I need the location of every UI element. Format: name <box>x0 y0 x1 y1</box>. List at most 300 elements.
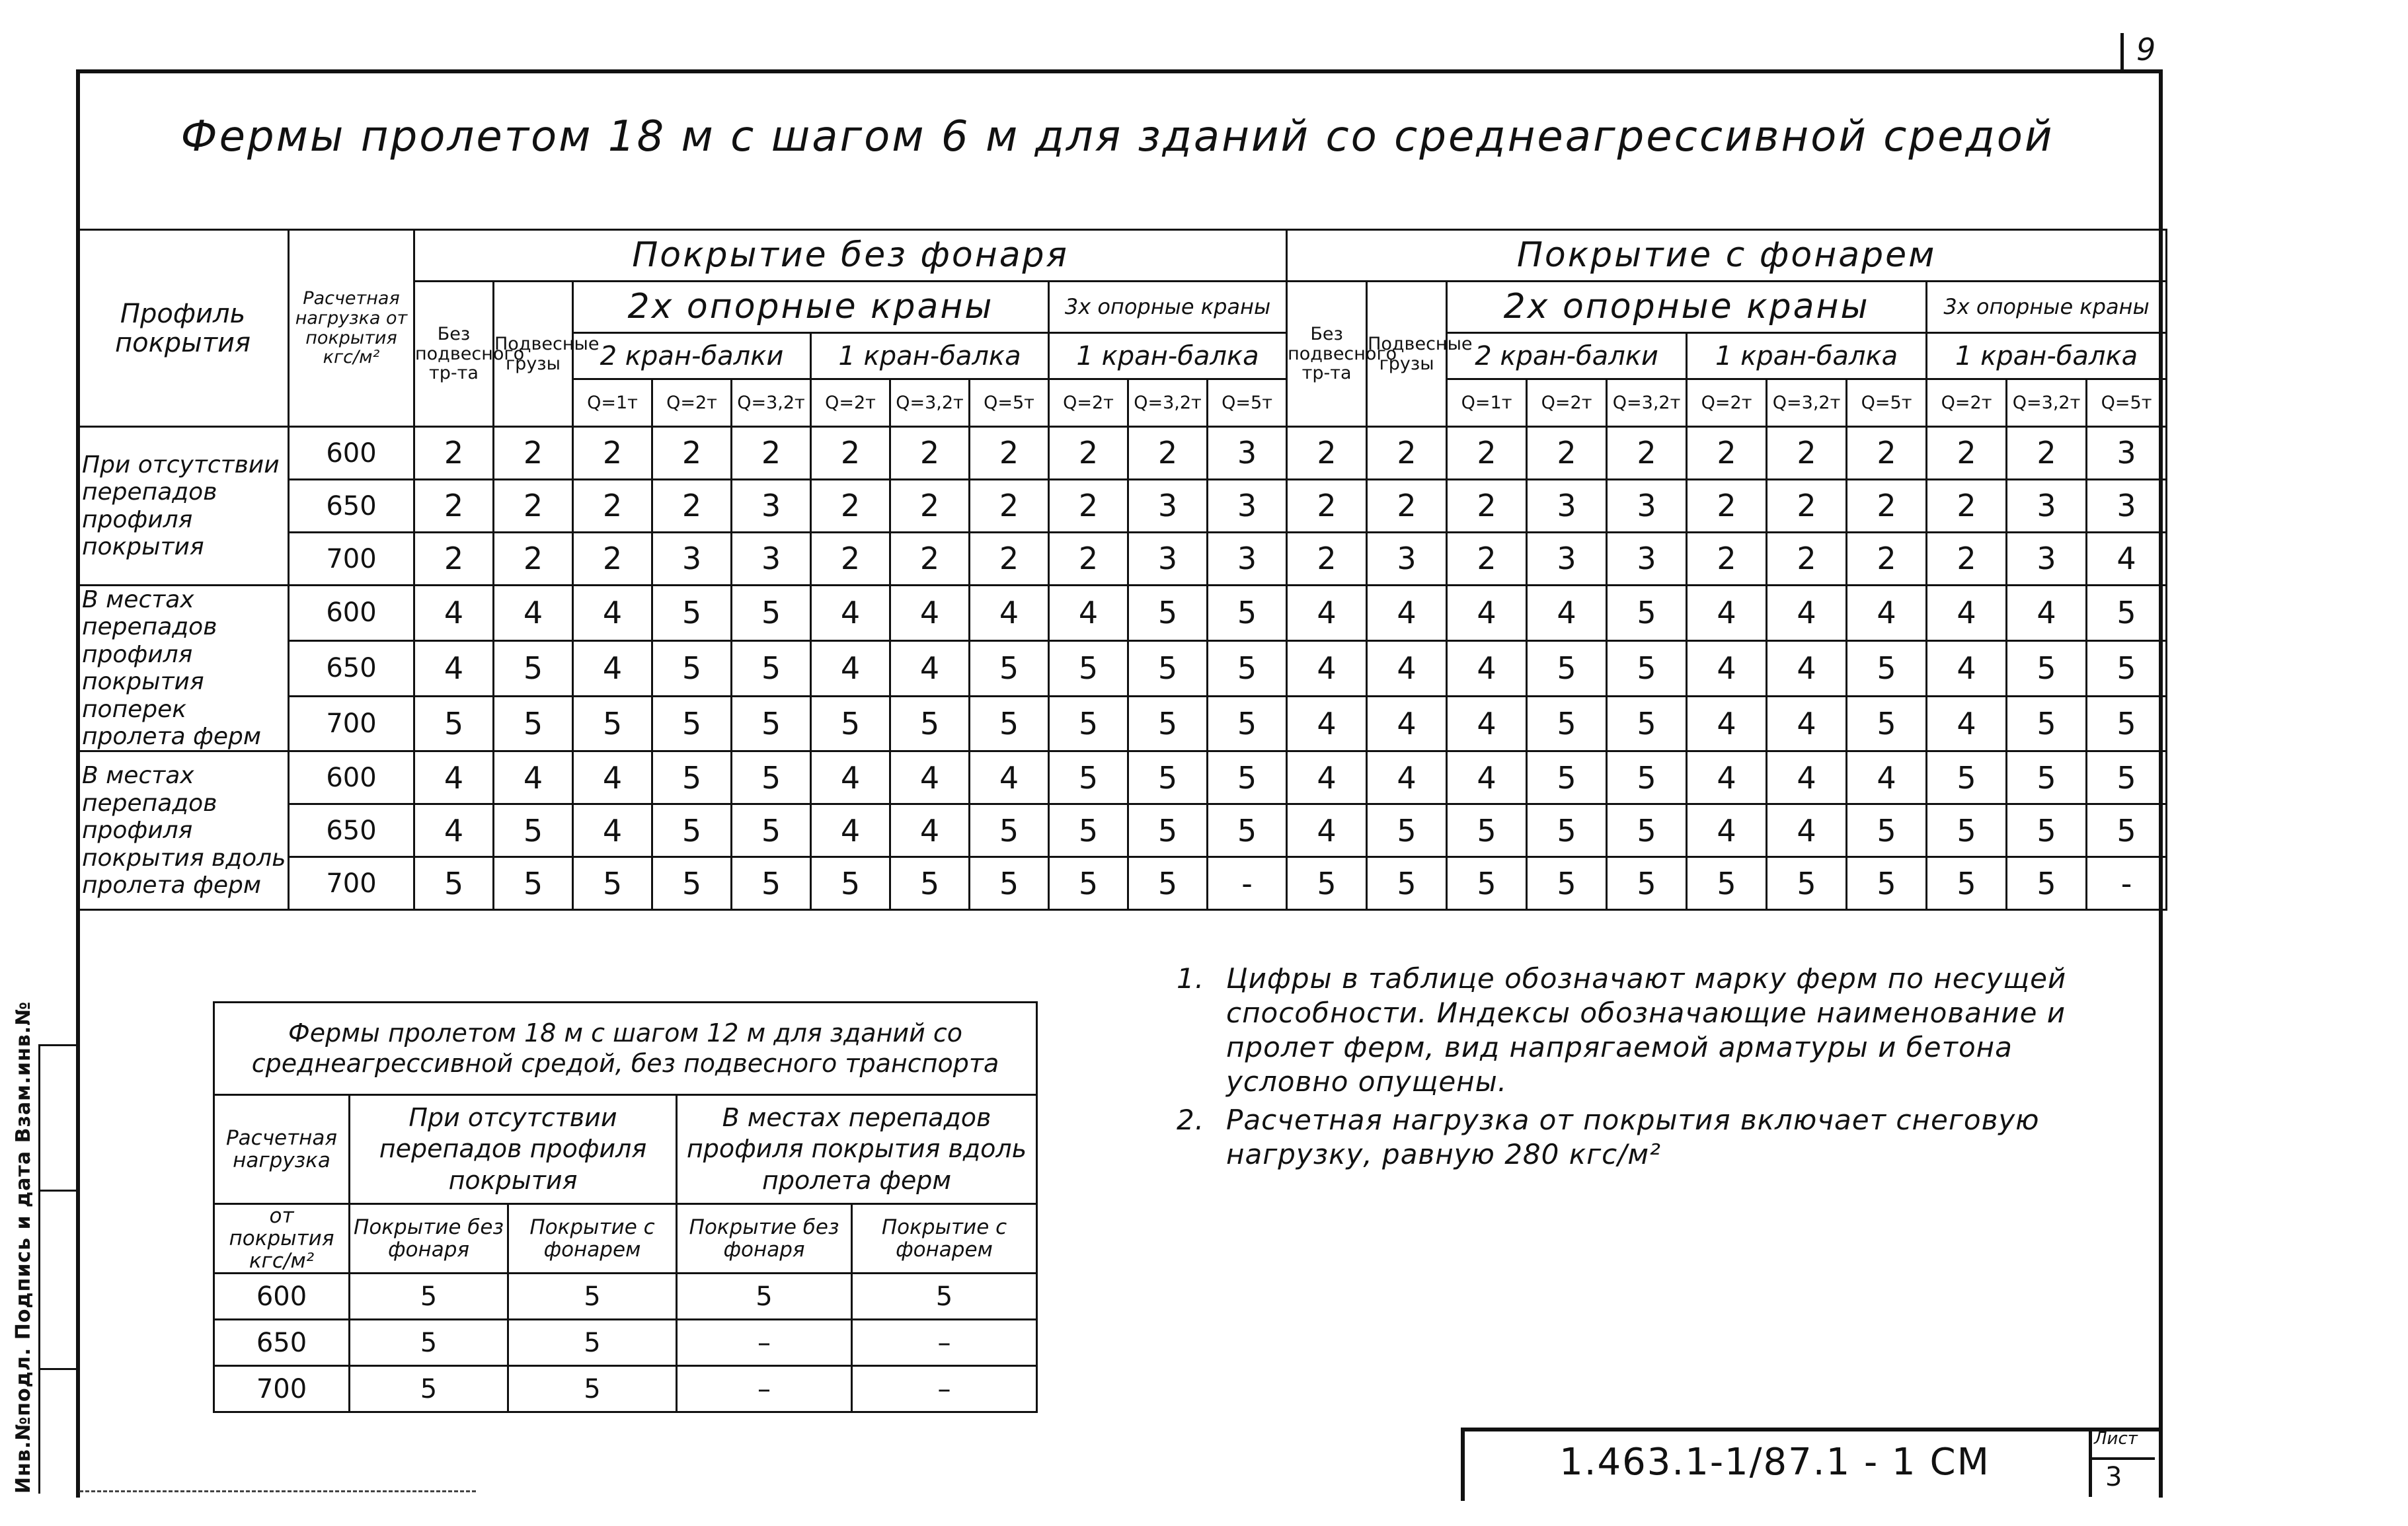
table-cell: 2 <box>811 427 890 480</box>
table-cell: 2 <box>652 480 732 533</box>
table-cell: 5 <box>652 640 732 696</box>
table-cell: 2 <box>1767 533 1847 586</box>
table-cell: - <box>1208 857 1287 910</box>
page-title: Фермы пролетом 18 м с шагом 6 м для зданий со среднеагрессивной средой <box>180 112 2054 161</box>
table-cell: 4 <box>970 586 1049 641</box>
table-cell: 4 <box>1927 586 2007 641</box>
table-cell: 5 <box>414 857 494 910</box>
row-load: 650 <box>289 480 414 533</box>
sub-table-cell: – <box>677 1320 852 1366</box>
table-cell: 5 <box>2007 804 2087 857</box>
sub-table-cell: – <box>852 1320 1037 1366</box>
header-capacity: Q=5т <box>1208 379 1287 427</box>
table-cell: 5 <box>573 857 652 910</box>
table-cell: 5 <box>970 640 1049 696</box>
table-cell: 4 <box>970 751 1049 804</box>
table-cell: 2 <box>494 480 573 533</box>
table-cell: 4 <box>2007 586 2087 641</box>
sub-table-row <box>214 1274 1037 1320</box>
header-profile: Профиль покрытия <box>77 230 289 427</box>
table-cell: 5 <box>2087 804 2167 857</box>
table-cell: 2 <box>1927 533 2007 586</box>
header-capacity: Q=2т <box>1687 379 1767 427</box>
sub-table-cell: – <box>852 1366 1037 1412</box>
table-cell: 2 <box>1847 533 1927 586</box>
table-cell: 5 <box>1607 586 1687 641</box>
table-cell: 2 <box>1049 533 1128 586</box>
sub-table-cell: 5 <box>350 1320 508 1366</box>
row-profile: При отсутствии перепадов профиля покрытия <box>77 427 289 586</box>
table-cell: 5 <box>1208 804 1287 857</box>
table-cell: 4 <box>890 586 970 641</box>
header-capacity: Q=3,2т <box>890 379 970 427</box>
note-text: Цифры в таблице обозначают марку ферм по несущей способности. Индексы обозначающие наименование и пролет ферм, вид напрягаемой арматуры и бетона условно опущены. <box>1226 962 2067 1098</box>
table-cell: 2 <box>414 533 494 586</box>
header-capacity: Q=2т <box>1049 379 1128 427</box>
table-cell: 4 <box>890 751 970 804</box>
sub-table-row <box>214 1320 1037 1366</box>
page-number: 9 <box>2136 32 2156 67</box>
table-cell: 5 <box>573 696 652 751</box>
header-two-beams: 2 кран-балки <box>573 333 811 379</box>
table-cell: 5 <box>811 696 890 751</box>
table-cell: 2 <box>1927 427 2007 480</box>
table-cell: 2 <box>890 480 970 533</box>
sub-table-cell: 5 <box>852 1274 1037 1320</box>
table-cell: 5 <box>1447 857 1527 910</box>
table-cell: 3 <box>2087 480 2167 533</box>
table-cell: 4 <box>1527 586 1607 641</box>
table-cell: - <box>2087 857 2167 910</box>
table-cell: 5 <box>732 804 811 857</box>
row-load: 700 <box>289 696 414 751</box>
header-hanging-loads: Подвесные грузы <box>1367 282 1447 427</box>
table-cell: 3 <box>2007 480 2087 533</box>
table-cell: 2 <box>811 533 890 586</box>
table-cell: 2 <box>414 480 494 533</box>
note-number: 2. <box>1177 1104 1205 1136</box>
sub-header-no-lantern: Покрытие без фонаря <box>677 1204 852 1274</box>
table-cell: 5 <box>2007 751 2087 804</box>
table-cell: 4 <box>1767 586 1847 641</box>
table-cell: 5 <box>1607 804 1687 857</box>
table-cell: 2 <box>1367 427 1447 480</box>
table-cell: 2 <box>573 480 652 533</box>
table-cell: 5 <box>890 696 970 751</box>
sub-header-no-lantern: Покрытие без фонаря <box>350 1204 508 1274</box>
table-cell: 3 <box>1607 533 1687 586</box>
table-cell: 2 <box>1128 427 1208 480</box>
table-cell: 5 <box>652 696 732 751</box>
table-cell: 5 <box>2087 640 2167 696</box>
sub-table-cell: 5 <box>508 1274 677 1320</box>
table-cell: 3 <box>1208 480 1287 533</box>
row-profile: В местах перепадов профиля покрытия вдоль пролета ферм <box>77 751 289 910</box>
table-cell: 3 <box>1527 533 1607 586</box>
row-load: 650 <box>289 804 414 857</box>
header-two-support: 2х опорные краны <box>1447 282 1927 333</box>
table-cell: 5 <box>652 751 732 804</box>
table-cell: 5 <box>1847 804 1927 857</box>
header-capacity: Q=2т <box>811 379 890 427</box>
table-cell: 2 <box>732 427 811 480</box>
table-cell: 4 <box>414 804 494 857</box>
table-cell: 5 <box>732 640 811 696</box>
table-cell: 2 <box>1767 480 1847 533</box>
table-cell: 5 <box>494 804 573 857</box>
margin-stamp-divider <box>38 1044 78 1046</box>
table-cell: 3 <box>1208 533 1287 586</box>
table-cell: 5 <box>1049 857 1128 910</box>
table-row <box>77 640 2167 696</box>
table-cell: 5 <box>1447 804 1527 857</box>
sub-header-group-1: При отсутствии перепадов профиля покрытия <box>350 1095 677 1204</box>
row-load: 600 <box>289 427 414 480</box>
sub-header-lantern: Покрытие с фонарем <box>508 1204 677 1274</box>
table-cell: 4 <box>811 640 890 696</box>
table-cell: 5 <box>652 804 732 857</box>
table-row <box>77 751 2167 804</box>
table-cell: 5 <box>732 696 811 751</box>
sub-table-cell: – <box>677 1366 852 1412</box>
header-one-beam: 1 кран-балка <box>811 333 1049 379</box>
table-cell: 5 <box>1527 804 1607 857</box>
table-cell: 2 <box>1767 427 1847 480</box>
table-cell: 5 <box>1927 857 2007 910</box>
table-cell: 5 <box>1607 857 1687 910</box>
table-cell: 5 <box>1687 857 1767 910</box>
table-cell: 2 <box>1287 533 1367 586</box>
header-one-beam: 1 кран-балка <box>1687 333 1927 379</box>
header-cover-no-lantern: Покрытие без фонаря <box>414 230 1287 282</box>
sheet-label: Лист <box>2094 1429 2138 1449</box>
sub-table <box>213 1001 1038 1413</box>
table-cell: 4 <box>1687 804 1767 857</box>
header-two-beams: 2 кран-балки <box>1447 333 1687 379</box>
table-cell: 4 <box>1287 586 1367 641</box>
header-three-support: 3х опорные краны <box>1927 282 2167 333</box>
header-load: Расчетная нагрузка от покрытия кгс/м² <box>289 230 414 427</box>
table-row <box>77 427 2167 480</box>
table-cell: 2 <box>1447 533 1527 586</box>
table-cell: 4 <box>1287 751 1367 804</box>
table-cell: 5 <box>732 751 811 804</box>
table-cell: 2 <box>1447 480 1527 533</box>
table-cell: 4 <box>414 640 494 696</box>
table-cell: 2 <box>970 533 1049 586</box>
table-cell: 4 <box>1687 696 1767 751</box>
sub-table-cell: 5 <box>508 1320 677 1366</box>
table-cell: 4 <box>811 586 890 641</box>
margin-stamp-divider <box>38 1190 78 1192</box>
table-cell: 2 <box>1049 427 1128 480</box>
table-row <box>77 533 2167 586</box>
table-cell: 4 <box>2087 533 2167 586</box>
table-cell: 2 <box>1687 480 1767 533</box>
table-cell: 5 <box>811 857 890 910</box>
sub-header-lantern: Покрытие с фонарем <box>852 1204 1037 1274</box>
table-cell: 4 <box>573 804 652 857</box>
row-load: 650 <box>289 640 414 696</box>
table-cell: 5 <box>652 586 732 641</box>
sub-table-cell: 5 <box>350 1366 508 1412</box>
header-three-support: 3х опорные краны <box>1049 282 1287 333</box>
table-cell: 5 <box>970 696 1049 751</box>
table-cell: 5 <box>1607 640 1687 696</box>
table-cell: 4 <box>1927 696 2007 751</box>
header-capacity: Q=1т <box>1447 379 1527 427</box>
table-cell: 3 <box>1128 480 1208 533</box>
table-cell: 2 <box>1049 480 1128 533</box>
note-text: Расчетная нагрузка от покрытия включает снеговую нагрузку, равную 280 кгс/м² <box>1226 1104 2040 1170</box>
table-cell: 5 <box>1847 696 1927 751</box>
table-cell: 3 <box>2007 533 2087 586</box>
sub-table-cell: 5 <box>508 1366 677 1412</box>
table-cell: 5 <box>890 857 970 910</box>
main-table <box>76 229 2167 911</box>
row-load: 700 <box>289 533 414 586</box>
table-cell: 4 <box>1287 804 1367 857</box>
header-capacity: Q=5т <box>1847 379 1927 427</box>
table-cell: 5 <box>1049 804 1128 857</box>
table-cell: 4 <box>1767 804 1847 857</box>
table-cell: 3 <box>1128 533 1208 586</box>
table-cell: 5 <box>1128 804 1208 857</box>
header-capacity: Q=3,2т <box>2007 379 2087 427</box>
table-cell: 2 <box>1287 480 1367 533</box>
table-cell: 5 <box>732 586 811 641</box>
notes <box>1177 962 2102 1176</box>
table-row <box>77 857 2167 910</box>
table-cell: 2 <box>1527 427 1607 480</box>
table-cell: 2 <box>890 533 970 586</box>
header-capacity: Q=3,2т <box>1607 379 1687 427</box>
table-cell: 5 <box>1367 804 1447 857</box>
table-cell: 4 <box>1447 751 1527 804</box>
table-cell: 2 <box>414 427 494 480</box>
table-cell: 5 <box>494 857 573 910</box>
bottom-dashed-line <box>79 1490 476 1492</box>
table-cell: 2 <box>573 533 652 586</box>
table-cell: 4 <box>1847 751 1927 804</box>
table-cell: 2 <box>652 427 732 480</box>
sub-row-load: 700 <box>214 1366 350 1412</box>
header-capacity: Q=3,2т <box>1767 379 1847 427</box>
table-cell: 5 <box>2087 696 2167 751</box>
table-cell: 2 <box>494 427 573 480</box>
table-cell: 2 <box>970 480 1049 533</box>
table-cell: 4 <box>1367 696 1447 751</box>
table-cell: 5 <box>2007 640 2087 696</box>
table-cell: 5 <box>1049 696 1128 751</box>
table-cell: 2 <box>1687 427 1767 480</box>
table-cell: 4 <box>414 586 494 641</box>
table-cell: 5 <box>1128 640 1208 696</box>
row-load: 700 <box>289 857 414 910</box>
header-capacity: Q=3,2т <box>732 379 811 427</box>
table-cell: 5 <box>1128 751 1208 804</box>
table-cell: 4 <box>1287 640 1367 696</box>
table-cell: 2 <box>1367 480 1447 533</box>
table-cell: 5 <box>1208 586 1287 641</box>
table-cell: 3 <box>732 533 811 586</box>
table-cell: 3 <box>1208 427 1287 480</box>
table-cell: 4 <box>414 751 494 804</box>
table-row <box>77 586 2167 641</box>
table-cell: 2 <box>1607 427 1687 480</box>
header-no-hanging: Без подвесного тр-та <box>1287 282 1367 427</box>
table-cell: 4 <box>1447 696 1527 751</box>
note-item <box>1177 1103 2102 1172</box>
table-cell: 5 <box>1527 751 1607 804</box>
table-cell: 4 <box>494 751 573 804</box>
table-cell: 4 <box>1767 751 1847 804</box>
table-cell: 4 <box>890 640 970 696</box>
table-cell: 5 <box>2007 696 2087 751</box>
table-cell: 5 <box>1208 696 1287 751</box>
table-cell: 4 <box>811 804 890 857</box>
table-cell: 4 <box>1447 586 1527 641</box>
header-capacity: Q=1т <box>573 379 652 427</box>
table-cell: 5 <box>1847 857 1927 910</box>
table-cell: 3 <box>652 533 732 586</box>
table-cell: 5 <box>414 696 494 751</box>
table-cell: 5 <box>1208 751 1287 804</box>
table-cell: 4 <box>1687 586 1767 641</box>
table-cell: 5 <box>2007 857 2087 910</box>
table-cell: 2 <box>2007 427 2087 480</box>
table-cell: 2 <box>1847 480 1927 533</box>
table-cell: 5 <box>1607 751 1687 804</box>
header-no-hanging: Без подвесного тр-та <box>414 282 494 427</box>
header-capacity: Q=2т <box>1527 379 1607 427</box>
table-cell: 5 <box>2087 751 2167 804</box>
table-cell: 5 <box>1607 696 1687 751</box>
table-cell: 4 <box>494 586 573 641</box>
table-cell: 5 <box>652 857 732 910</box>
header-cover-lantern: Покрытие с фонарем <box>1287 230 2167 282</box>
header-capacity: Q=3,2т <box>1128 379 1208 427</box>
table-cell: 4 <box>1367 751 1447 804</box>
header-two-support: 2х опорные краны <box>573 282 1049 333</box>
table-cell: 2 <box>970 427 1049 480</box>
table-cell: 4 <box>1049 586 1128 641</box>
note-number: 1. <box>1177 962 1205 995</box>
table-cell: 4 <box>573 751 652 804</box>
row-load: 600 <box>289 751 414 804</box>
table-cell: 4 <box>1927 640 2007 696</box>
table-cell: 5 <box>1128 696 1208 751</box>
table-cell: 4 <box>890 804 970 857</box>
table-cell: 5 <box>1128 857 1208 910</box>
table-cell: 5 <box>1128 586 1208 641</box>
sub-header-group-2: В местах перепадов профиля покрытия вдоль пролета ферм <box>677 1095 1037 1204</box>
table-cell: 3 <box>2087 427 2167 480</box>
sub-header-load: Расчетная нагрузка <box>214 1095 350 1204</box>
table-cell: 4 <box>1687 640 1767 696</box>
sub-row-load: 600 <box>214 1274 350 1320</box>
row-profile: В местах перепадов профиля покрытия поперек пролета ферм <box>77 586 289 751</box>
table-cell: 5 <box>1527 696 1607 751</box>
table-cell: 5 <box>970 857 1049 910</box>
table-cell: 2 <box>1447 427 1527 480</box>
table-cell: 2 <box>573 427 652 480</box>
table-cell: 5 <box>1847 640 1927 696</box>
table-cell: 4 <box>573 640 652 696</box>
table-cell: 5 <box>494 640 573 696</box>
table-cell: 4 <box>1847 586 1927 641</box>
header-capacity: Q=2т <box>1927 379 2007 427</box>
table-cell: 4 <box>1367 640 1447 696</box>
table-row <box>77 696 2167 751</box>
sheet-number: 3 <box>2105 1462 2122 1492</box>
table-cell: 5 <box>1049 640 1128 696</box>
table-cell: 4 <box>1687 751 1767 804</box>
table-cell: 5 <box>1287 857 1367 910</box>
sub-header-load-unit: от покрытия кгс/м² <box>214 1204 350 1274</box>
header-capacity: Q=5т <box>2087 379 2167 427</box>
header-capacity: Q=5т <box>970 379 1049 427</box>
table-row <box>77 804 2167 857</box>
table-cell: 2 <box>1927 480 2007 533</box>
table-cell: 5 <box>1049 751 1128 804</box>
row-load: 600 <box>289 586 414 641</box>
table-cell: 2 <box>1847 427 1927 480</box>
header-one-beam: 1 кран-балка <box>1049 333 1287 379</box>
sub-table-cell: 5 <box>677 1274 852 1320</box>
table-cell: 5 <box>1527 857 1607 910</box>
table-cell: 5 <box>732 857 811 910</box>
table-cell: 2 <box>1287 427 1367 480</box>
table-cell: 4 <box>573 586 652 641</box>
table-cell: 2 <box>811 480 890 533</box>
margin-stamp-border <box>38 1044 46 1494</box>
margin-stamp-divider <box>38 1368 78 1370</box>
sub-row-load: 650 <box>214 1320 350 1366</box>
table-cell: 3 <box>1367 533 1447 586</box>
sheet-divider <box>2089 1457 2155 1460</box>
table-cell: 2 <box>1687 533 1767 586</box>
table-cell: 3 <box>732 480 811 533</box>
sub-table-cell: 5 <box>350 1274 508 1320</box>
sub-table-title: Фермы пролетом 18 м с шагом 12 м для зданий со среднеагрессивной средой, без подвесного транспорта <box>214 1003 1037 1095</box>
header-one-beam: 1 кран-балка <box>1927 333 2167 379</box>
table-cell: 3 <box>1527 480 1607 533</box>
table-cell: 5 <box>970 804 1049 857</box>
table-cell: 5 <box>1208 640 1287 696</box>
note-item <box>1177 962 2102 1099</box>
sub-table-row <box>214 1366 1037 1412</box>
table-cell: 4 <box>1287 696 1367 751</box>
table-cell: 4 <box>1767 696 1847 751</box>
table-cell: 4 <box>1447 640 1527 696</box>
header-capacity: Q=2т <box>652 379 732 427</box>
document-code: 1.463.1-1/87.1 - 1 СМ <box>1559 1441 1990 1484</box>
table-cell: 5 <box>1767 857 1847 910</box>
table-cell: 5 <box>1527 640 1607 696</box>
table-cell: 5 <box>1927 804 2007 857</box>
table-cell: 4 <box>1367 586 1447 641</box>
table-cell: 2 <box>890 427 970 480</box>
table-cell: 5 <box>1927 751 2007 804</box>
table-cell: 4 <box>1767 640 1847 696</box>
table-cell: 5 <box>494 696 573 751</box>
header-hanging-loads: Подвесные грузы <box>494 282 573 427</box>
margin-stamp-text: Инв.№подл. Подпись и дата Взам.инв.№ <box>12 1001 35 1494</box>
table-cell: 3 <box>1607 480 1687 533</box>
table-cell: 2 <box>494 533 573 586</box>
table-row <box>77 480 2167 533</box>
